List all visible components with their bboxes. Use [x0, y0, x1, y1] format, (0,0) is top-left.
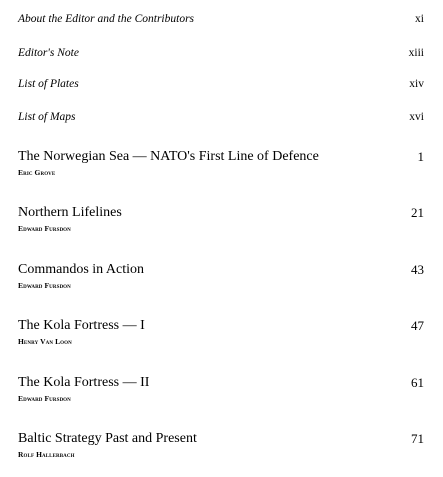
chapter-title: Commandos in Action [18, 262, 144, 277]
chapter-author: Henry Van Loon [18, 337, 72, 346]
chapter-title: The Norwegian Sea — NATO's First Line of Defence [18, 149, 319, 164]
toc-entry-title: Editor's Note [18, 47, 79, 59]
toc-entry-page: xvi [409, 111, 424, 123]
toc-chapter-commandos[interactable] [18, 262, 424, 296]
chapter-page: 43 [411, 262, 424, 277]
toc-entry-editors-note[interactable] [18, 47, 424, 65]
chapter-title: The Kola Fortress — II [18, 375, 150, 390]
toc-chapter-northern-lifelines[interactable] [18, 205, 424, 239]
toc-entry-about-editor[interactable] [18, 13, 424, 31]
chapter-author: Edward Fursdon [18, 281, 71, 290]
toc-chapter-kola-fortress-1[interactable] [18, 318, 424, 352]
chapter-page: 1 [417, 149, 424, 164]
chapter-page: 61 [411, 375, 424, 390]
chapter-title: Baltic Strategy Past and Present [18, 431, 197, 446]
chapter-author: Edward Fursdon [18, 224, 71, 233]
toc-chapter-baltic-strategy[interactable] [18, 431, 424, 465]
toc-chapter-norwegian-sea[interactable] [18, 149, 424, 183]
chapter-author: Eric Grove [18, 168, 56, 177]
chapter-author: Rolf Hallerbach [18, 450, 75, 459]
chapter-page: 21 [411, 205, 424, 220]
toc-entry-page: xiv [409, 78, 424, 90]
toc-entry-title: List of Plates [18, 78, 79, 90]
toc-entry-page: xi [415, 13, 424, 25]
chapter-page: 71 [411, 431, 424, 446]
chapter-title: The Kola Fortress — I [18, 318, 145, 333]
chapter-page: 47 [411, 318, 424, 333]
chapter-title: Northern Lifelines [18, 205, 122, 220]
chapter-author: Edward Fursdon [18, 394, 71, 403]
toc-chapter-kola-fortress-2[interactable] [18, 375, 424, 409]
toc-entry-title: About the Editor and the Contributors [18, 13, 195, 25]
toc-entry-list-of-maps[interactable] [18, 111, 424, 129]
toc-entry-page: xiii [408, 47, 424, 59]
toc-entry-title: List of Maps [18, 111, 76, 123]
toc-entry-list-of-plates[interactable] [18, 78, 424, 96]
